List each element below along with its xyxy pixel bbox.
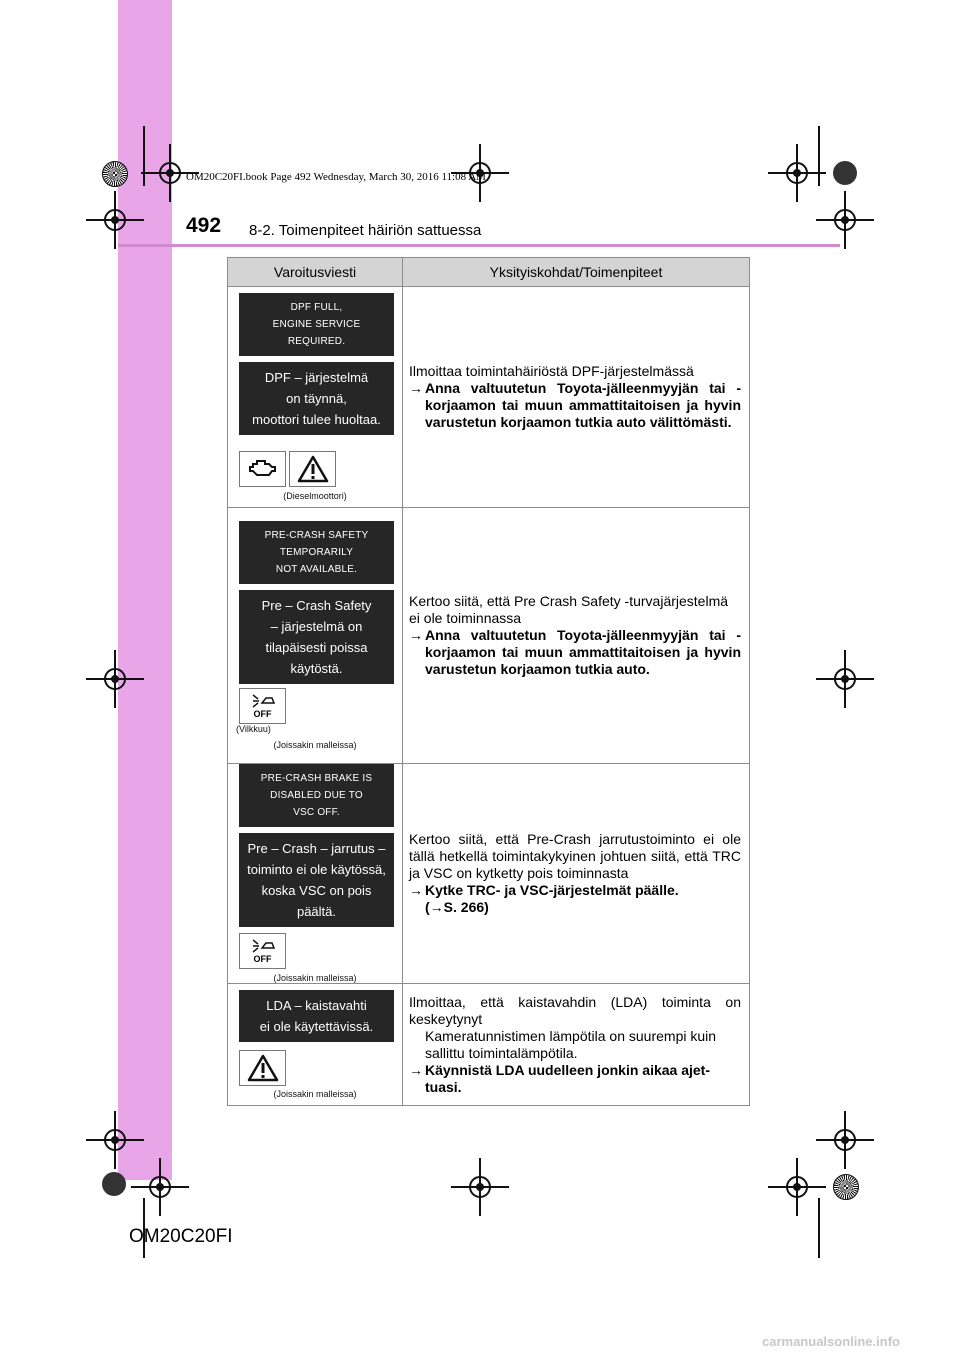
check-engine-icon bbox=[239, 451, 286, 487]
crop-line bbox=[818, 1198, 820, 1258]
action-line bbox=[409, 627, 741, 678]
registration-mark-icon bbox=[100, 1125, 130, 1155]
action-line bbox=[409, 882, 741, 899]
display-message-english: PRE-CRASH BRAKE IS DISABLED DUE TO VSC OFF. bbox=[239, 764, 394, 827]
pcs-off-icon bbox=[239, 933, 286, 969]
image-caption: (Joissakin malleissa) bbox=[273, 1089, 357, 1099]
registration-mark-icon bbox=[830, 205, 860, 235]
display-message-finnish: Pre – Crash Safety – järjestelmä on tilapäisesti poissa käytöstä. bbox=[239, 590, 394, 684]
page-reference: (→S. 266) bbox=[425, 899, 489, 915]
column-header-details: Yksityiskohdat/Toimenpiteet bbox=[403, 258, 750, 287]
warning-image-cell bbox=[228, 764, 403, 984]
book-info: OM20C20FI.book Page 492 Wednesday, March 30, 2016 11:08 AM bbox=[186, 171, 486, 183]
description-text: Kertoo siitä, että Pre-Crash jarrutustoiminto ei ole tällä hetkellä toimintakykyinen johtuen siitä, että TRC ja VSC on kytketty pois toiminnasta bbox=[409, 831, 741, 881]
warning-image-cell bbox=[228, 984, 403, 1106]
description-text: Kertoo siitä, että Pre Crash Safety -turvajärjestelmä ei ole toiminnassa bbox=[409, 593, 729, 626]
warning-triangle-icon bbox=[289, 451, 336, 487]
indicator-icons bbox=[239, 688, 394, 724]
action-text: Anna valtuutetun Toyota-jälleenmyyjän tai -korjaamon tai muun ammattitaitoisen ja hyvin varustetun korjaamon tutkia auto välittömästi. bbox=[425, 380, 741, 430]
pcs-off-icon bbox=[239, 688, 286, 724]
table-header-row bbox=[228, 258, 750, 287]
crop-line bbox=[818, 126, 820, 186]
registration-mark-icon bbox=[782, 1172, 812, 1202]
warning-triangle-icon bbox=[239, 1050, 286, 1086]
indicator-icons bbox=[239, 451, 394, 487]
arrow-icon: → bbox=[409, 627, 423, 643]
table-row bbox=[228, 287, 750, 508]
off-label: OFF bbox=[253, 954, 272, 964]
arrow-icon: → bbox=[409, 882, 423, 898]
description-text: Ilmoittaa toimintahäiriöstä DPF-järjestelmässä bbox=[409, 363, 694, 379]
table-row bbox=[228, 764, 750, 984]
action-text: Anna valtuutetun Toyota-jälleenmyyjän tai -korjaamon tai muun ammattitaitoisen ja hyvin varustetun korjaamon tutkia auto. bbox=[425, 627, 741, 677]
registration-burst-icon bbox=[102, 161, 128, 187]
page-number: 492 bbox=[186, 214, 222, 237]
indicator-icons bbox=[239, 933, 394, 969]
registration-mark-icon bbox=[830, 664, 860, 694]
warning-image-cell bbox=[228, 508, 403, 764]
section-title: 8-2. Toimenpiteet häiriön sattuessa bbox=[249, 222, 482, 239]
description-text: Ilmoittaa, että kaistavahdin (LDA) toiminta on keskeytynyt bbox=[409, 993, 741, 1027]
indicator-icons bbox=[239, 1050, 394, 1086]
registration-mark-icon bbox=[782, 158, 812, 188]
warning-message-table bbox=[227, 257, 750, 1106]
column-header-warning: Varoitusviesti bbox=[228, 258, 403, 287]
arrow-icon: → bbox=[409, 380, 423, 396]
display-message-english: DPF FULL, ENGINE SERVICE REQUIRED. bbox=[239, 293, 394, 356]
display-message-finnish: LDA – kaistavahti ei ole käytettävissä. bbox=[239, 990, 394, 1042]
display-message-english: PRE-CRASH SAFETY TEMPORARILY NOT AVAILABLE. bbox=[239, 521, 394, 584]
manual-code: OM20C20FI bbox=[129, 1226, 233, 1247]
details-cell bbox=[403, 508, 750, 764]
warning-image-cell bbox=[228, 287, 403, 508]
display-message-finnish: DPF – järjestelmä on täynnä, moottori tulee huoltaa. bbox=[239, 362, 394, 435]
watermark: carmanualsonline.info bbox=[762, 1334, 900, 1349]
display-message-finnish: Pre – Crash – jarrutus – toiminto ei ole käytössä, koska VSC on pois päältä. bbox=[239, 833, 394, 927]
details-cell bbox=[403, 287, 750, 508]
registration-mark-icon bbox=[100, 664, 130, 694]
registration-dot-icon bbox=[833, 161, 857, 185]
table-row bbox=[228, 508, 750, 764]
arrow-icon: → bbox=[409, 1061, 423, 1078]
icon-caption: (Vilkkuu) bbox=[236, 724, 271, 734]
details-cell bbox=[403, 764, 750, 984]
action-line bbox=[409, 380, 741, 431]
action-text: Kytke TRC- ja VSC-järjestelmät päälle. bbox=[425, 882, 679, 898]
registration-mark-icon bbox=[465, 1172, 495, 1202]
action-line bbox=[409, 1062, 741, 1096]
details-cell bbox=[403, 984, 750, 1106]
crop-line bbox=[143, 126, 145, 186]
image-caption: (Dieselmoottori) bbox=[283, 491, 347, 501]
off-label: OFF bbox=[253, 709, 272, 719]
sub-description-text: Kameratunnistimen lämpötila on suurempi kuin sallittu toimintalämpötila. bbox=[425, 1027, 717, 1061]
registration-dot-icon bbox=[102, 1172, 126, 1196]
registration-mark-icon bbox=[155, 158, 185, 188]
registration-mark-icon bbox=[830, 1125, 860, 1155]
action-text: Käynnistä LDA uudelleen jonkin aikaa ajet-tuasi. bbox=[425, 1061, 710, 1095]
image-caption: (Joissakin malleissa) bbox=[273, 740, 357, 750]
header-rule bbox=[118, 244, 840, 247]
table-row bbox=[228, 984, 750, 1106]
image-caption: (Joissakin malleissa) bbox=[273, 973, 357, 983]
registration-burst-icon bbox=[833, 1174, 859, 1200]
registration-mark-icon bbox=[145, 1172, 175, 1202]
registration-mark-icon bbox=[100, 205, 130, 235]
